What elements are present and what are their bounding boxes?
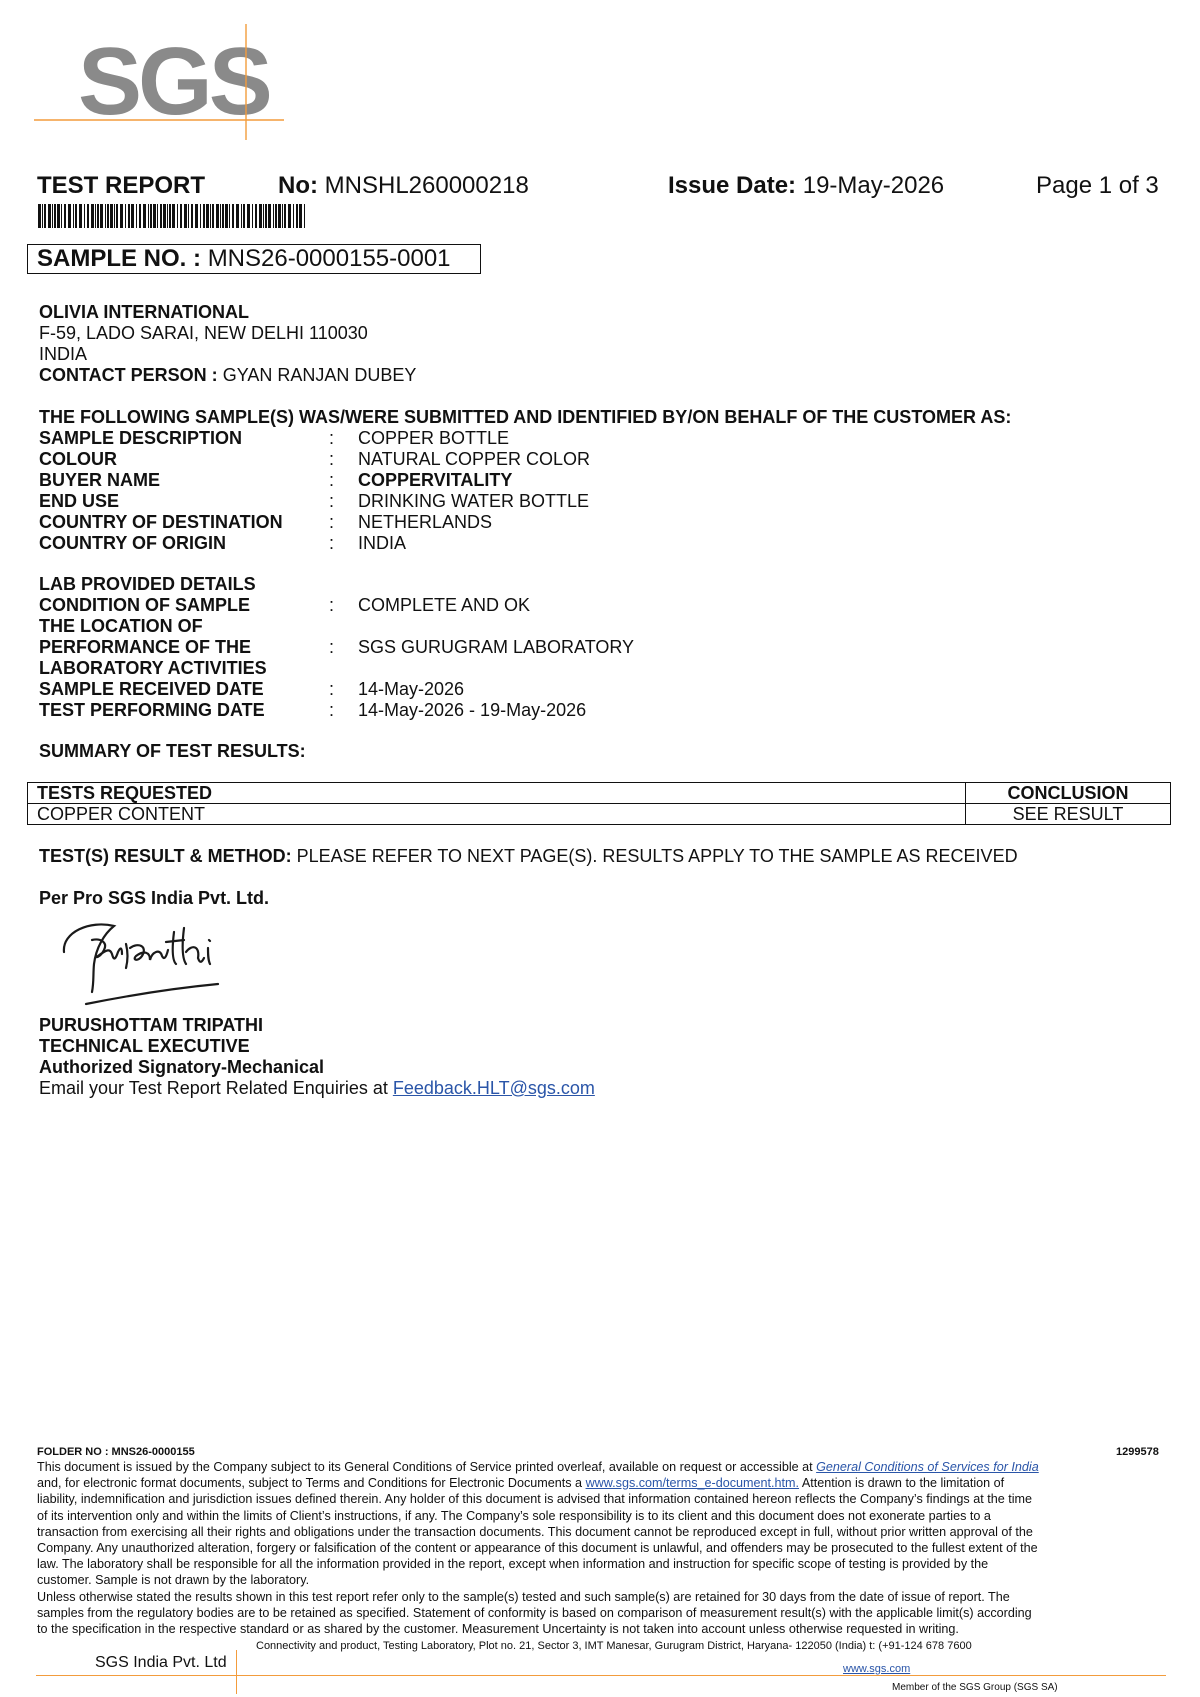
barcode-bar [188, 204, 189, 228]
sample-number-box: SAMPLE NO. : MNS26-0000155-0001 [27, 244, 481, 274]
conclusion-cell: SEE RESULT [966, 804, 1171, 825]
barcode-bar [52, 204, 53, 228]
legal-line: Company. Any unauthorized alteration, forgery or falsification of the content or appearance of this document is unlawful, and offenders may be prosecuted to the fullest extent of the [37, 1541, 1038, 1556]
barcode-bar [203, 204, 205, 228]
barcode-bar [48, 204, 51, 228]
signatory-role: Authorized Signatory-Mechanical [39, 1057, 325, 1077]
website-link[interactable]: www.sgs.com [843, 1663, 911, 1675]
barcode-bar [91, 204, 94, 228]
barcode-bar [195, 204, 198, 228]
barcode-bar [304, 204, 305, 228]
barcode-bar [116, 204, 118, 228]
barcode-bar [259, 204, 262, 228]
contact-person: CONTACT PERSON : GYAN RANJAN DUBEY [39, 365, 417, 385]
barcode-bar [243, 204, 245, 228]
signatory-name: PURUSHOTTAM TRIPATHI [39, 1015, 263, 1035]
barcode-bar [212, 204, 214, 228]
barcode-bar [125, 204, 126, 228]
test-name-cell: COPPER CONTENT [28, 804, 966, 825]
barcode-bar [288, 204, 291, 228]
summary-heading: SUMMARY OF TEST RESULTS: [39, 741, 306, 761]
signatory-title: TECHNICAL EXECUTIVE [39, 1036, 250, 1056]
lab-location-label-1: THE LOCATION OF [39, 616, 203, 636]
barcode-bar [100, 204, 103, 228]
barcode-bar [293, 204, 294, 228]
col-tests-requested: TESTS REQUESTED [28, 783, 966, 804]
barcode-bar [139, 204, 141, 228]
lab-location-label-3: LABORATORY ACTIVITIES [39, 658, 267, 678]
barcode-bar [282, 204, 283, 228]
legal-line: This document is issued by the Company subject to its General Conditions of Service printed overleaf, available on request or accessible at General Conditions of Services for India [37, 1460, 1039, 1474]
legal-line: transaction from exercising all their rights and obligations under the transaction documents. This document cannot be reproduced except in full, without prior written approval of the [37, 1524, 1033, 1539]
barcode-bar [252, 204, 253, 228]
barcode-bar [97, 204, 99, 228]
barcode-bar [110, 204, 113, 228]
barcode-bar [131, 204, 134, 228]
legal-line: liability, indemnification and jurisdiction issues defined therein. Any holder of this document is advised that information contained hereon reflects the Company’s findings at the time [37, 1492, 1032, 1507]
legal-line: law. The laboratory shall be responsible for all the information provided in the report, except when information and instruction for specific scope of testing is provided by the [37, 1557, 989, 1572]
barcode-bar [268, 204, 271, 228]
barcode-bar [163, 204, 166, 228]
barcode-bar [273, 204, 274, 228]
barcode-bar [148, 204, 149, 228]
enquiry-line: Email your Test Report Related Enquiries at Feedback.HLT@sgs.com [39, 1078, 595, 1098]
barcode-bar [107, 204, 109, 228]
barcode-bar [54, 204, 56, 228]
col-conclusion: CONCLUSION [966, 783, 1171, 804]
barcode-bar [216, 204, 219, 228]
barcode-bar [160, 204, 162, 228]
company-name: SGS India Pvt. Ltd [95, 1654, 227, 1671]
legal-line: samples from the regulatory bodies are to be retained as specified. Statement of conformity is based on comparison of measurement result(s) with the applicable limit(s) according [37, 1605, 1032, 1620]
barcode-bar [150, 204, 152, 228]
barcode-bar [180, 204, 182, 228]
barcode-bar [128, 204, 130, 228]
barcode-bar [247, 204, 250, 228]
legal-line: customer. Sample is not drawn by the laboratory. [37, 1573, 310, 1588]
sgs-logo [34, 24, 284, 142]
feedback-email-link[interactable]: Feedback.HLT@sgs.com [392, 1078, 595, 1098]
sgs-logo-text: SGS [78, 28, 269, 135]
barcode-bar [153, 204, 156, 228]
barcode-bar [172, 204, 175, 228]
barcode-bar [75, 204, 77, 228]
barcode-bar [229, 204, 230, 228]
summary-table [27, 782, 1171, 825]
barcode-bar [220, 204, 221, 228]
barcode-bar [206, 204, 209, 228]
issue-date: Issue Date: 19-May-2026 [668, 172, 945, 199]
barcode-bar [191, 204, 193, 228]
footer-vertical-line [236, 1650, 237, 1694]
barcode [38, 204, 308, 228]
barcode-bar [95, 204, 96, 228]
report-title: TEST REPORT [37, 172, 206, 199]
barcode-bar [157, 204, 158, 228]
barcode-bar [167, 204, 168, 228]
barcode-bar [241, 204, 242, 228]
barcode-bar [57, 204, 60, 228]
report-number: No: MNSHL260000218 [278, 172, 529, 199]
lab-address: Connectivity and product, Testing Laboratory, Plot no. 21, Sector 3, IMT Manesar, Gurugram District, Haryana- 122050 (India) t: (+91-124 678 7600 [256, 1640, 972, 1652]
barcode-bar [61, 204, 62, 228]
barcode-bar [143, 204, 146, 228]
barcode-bar [275, 204, 277, 228]
barcode-bar [184, 204, 187, 228]
legal-line: of its intervention only and within the limits of Client’s instructions, if any. The Company’s sole responsibility is to its client and this document does not exonerate parties to a [37, 1508, 991, 1523]
barcode-bar [169, 204, 171, 228]
barcode-bar [84, 204, 85, 228]
footer-divider [36, 1675, 1166, 1676]
barcode-bar [296, 204, 298, 228]
summary-table-header [28, 783, 1171, 804]
barcode-bar [64, 204, 66, 228]
customer-country: INDIA [39, 344, 88, 364]
barcode-bar [284, 204, 286, 228]
barcode-bar [42, 204, 43, 228]
handwritten-signature [56, 908, 236, 1008]
barcode-bar [210, 204, 211, 228]
sgs-group-member: Member of the SGS Group (SGS SA) [892, 1682, 1058, 1693]
table-row [28, 804, 1171, 825]
lab-heading: LAB PROVIDED DETAILS [39, 574, 256, 594]
submitted-heading: THE FOLLOWING SAMPLE(S) WAS/WERE SUBMITTED AND IDENTIFIED BY/ON BEHALF OF THE CUSTOMER AS: [39, 407, 1012, 427]
barcode-bar [114, 204, 115, 228]
legal-line: Unless otherwise stated the results shown in this test report refer only to the sample(s) tested and such sample(s) are retained for 30 days from the date of issue of report. The [37, 1589, 1010, 1604]
barcode-bar [225, 204, 228, 228]
barcode-bar [120, 204, 123, 228]
barcode-bar [136, 204, 137, 228]
barcode-bar [299, 204, 302, 228]
per-pro: Per Pro SGS India Pvt. Ltd. [39, 888, 270, 908]
barcode-bar [263, 204, 264, 228]
barcode-bar [265, 204, 267, 228]
barcode-bar [38, 204, 41, 228]
barcode-bar [232, 204, 234, 228]
result-method: TEST(S) RESULT & METHOD: PLEASE REFER TO NEXT PAGE(S). RESULTS APPLY TO THE SAMPLE AS RECEIVED [39, 846, 1018, 866]
barcode-bar [105, 204, 106, 228]
barcode-bar [177, 204, 178, 228]
barcode-bar [68, 204, 71, 228]
page-number: Page 1 of 3 [1036, 172, 1159, 199]
customer-address: F-59, LADO SARAI, NEW DELHI 110030 [39, 323, 368, 343]
document-code: 1299578 [1116, 1446, 1159, 1458]
legal-line: and, for electronic format documents, subject to Terms and Conditions for Electronic Documents a www.sgs.com/terms_e-document.htm. Attention is drawn to the limitation of [37, 1476, 1005, 1491]
barcode-bar [44, 204, 46, 228]
general-conditions-link[interactable]: General Conditions of Services for India [816, 1460, 1039, 1474]
barcode-bar [236, 204, 239, 228]
barcode-bar [79, 204, 82, 228]
barcode-bar [73, 204, 74, 228]
barcode-bar [200, 204, 201, 228]
barcode-bar [255, 204, 257, 228]
barcode-bar [278, 204, 281, 228]
terms-e-document-link[interactable]: www.sgs.com/terms_e-document.htm. [585, 1476, 800, 1491]
barcode-bar [222, 204, 224, 228]
barcode-bar [87, 204, 89, 228]
legal-text [37, 1459, 1039, 1637]
customer-name: OLIVIA INTERNATIONAL [39, 302, 249, 322]
legal-line: to the specification in the respective standard or as shared by the customer. Measurement Uncertainty is not taken into account unless otherwise requested in writing. [37, 1622, 959, 1637]
folder-number: FOLDER NO : MNS26-0000155 [37, 1446, 195, 1458]
